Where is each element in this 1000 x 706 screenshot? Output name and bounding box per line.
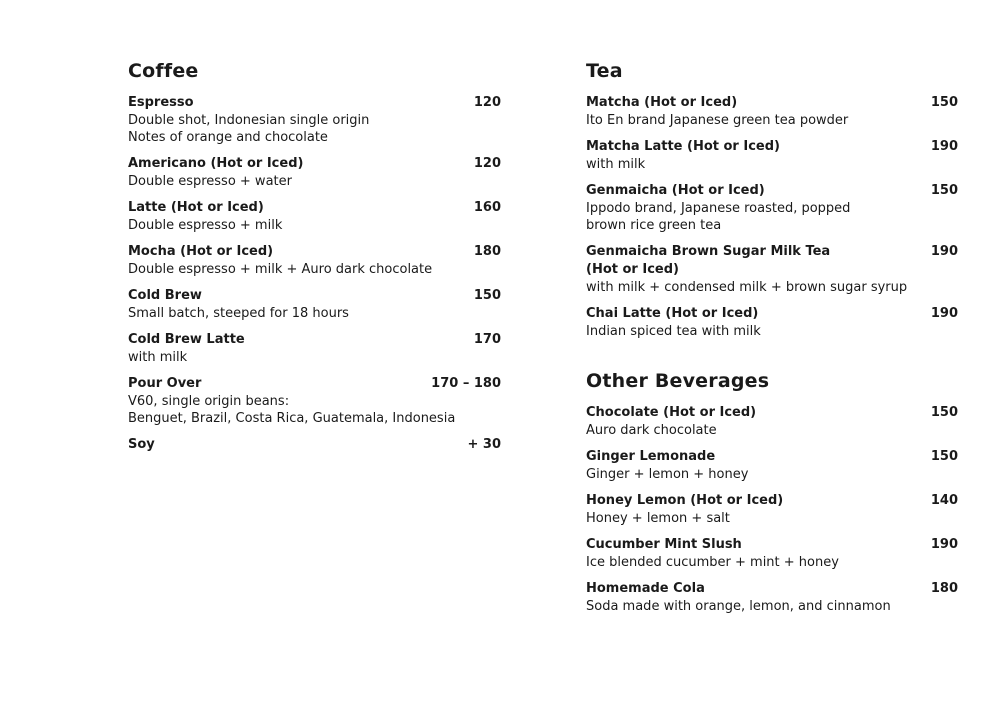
item-price: 190 [930, 306, 958, 321]
item-description: V60, single origin beans: Benguet, Brazil, Costa Rica, Guatemala, Indonesia [128, 394, 456, 426]
menu-item-head [128, 243, 501, 261]
menu-item [586, 243, 958, 296]
item-name: Genmaicha (Hot or Iced) [586, 183, 765, 198]
menu-item-head [586, 580, 958, 598]
item-price: 150 [930, 183, 958, 198]
item-name: Genmaicha Brown Sugar Milk Tea (Hot or Iced) [586, 244, 831, 277]
item-description: Auro dark chocolate [586, 423, 717, 438]
item-description: Soda made with orange, lemon, and cinnamon [586, 599, 891, 614]
item-name: Honey Lemon (Hot or Iced) [586, 493, 784, 508]
menu-item-head [128, 331, 501, 349]
item-price: 120 [473, 95, 501, 110]
tea-section [586, 58, 958, 340]
item-name: Latte (Hot or Iced) [128, 200, 264, 215]
item-price: + 30 [467, 437, 501, 452]
item-name: Cold Brew [128, 288, 202, 303]
item-price: 140 [930, 493, 958, 508]
item-description: Indian spiced tea with milk [586, 324, 761, 339]
item-description: Double espresso + milk [128, 218, 283, 233]
item-price: 180 [473, 244, 501, 259]
menu-item [128, 243, 501, 278]
menu-item [586, 492, 958, 527]
item-name: Ginger Lemonade [586, 449, 716, 464]
menu-item-head [586, 404, 958, 422]
menu-item-head [128, 199, 501, 217]
item-name: Chocolate (Hot or Iced) [586, 405, 757, 420]
menu-item [586, 580, 958, 615]
item-name: Mocha (Hot or Iced) [128, 244, 274, 259]
item-price: 120 [473, 156, 501, 171]
item-description: Double espresso + milk + Auro dark chocolate [128, 262, 433, 277]
item-description: with milk [586, 157, 646, 172]
item-name: Matcha (Hot or Iced) [586, 95, 738, 110]
menu-item-head [586, 448, 958, 466]
menu-item-head [128, 94, 501, 112]
item-name: Cucumber Mint Slush [586, 537, 742, 552]
item-price: 190 [930, 537, 958, 552]
right-column [586, 58, 958, 624]
menu-item-head [128, 287, 501, 305]
menu-item-head [586, 492, 958, 510]
menu-item-head [586, 182, 958, 200]
section-title: Tea [586, 60, 623, 82]
menu-item [128, 436, 501, 454]
menu-item [128, 199, 501, 234]
section-title: Other Beverages [586, 370, 770, 392]
menu-item-head [586, 305, 958, 323]
item-description: with milk [128, 350, 188, 365]
menu-item [586, 448, 958, 483]
menu-item-head [586, 243, 958, 279]
menu-item-head [586, 138, 958, 156]
item-price: 150 [473, 288, 501, 303]
coffee-section [128, 58, 501, 454]
item-description: Double shot, Indonesian single origin Notes of orange and chocolate [128, 113, 370, 145]
item-price: 190 [930, 244, 958, 259]
menu-item-head [586, 94, 958, 112]
section-title: Coffee [128, 60, 199, 82]
item-name: Chai Latte (Hot or Iced) [586, 306, 759, 321]
menu-item [586, 94, 958, 129]
menu-item [586, 305, 958, 340]
item-description: with milk + condensed milk + brown sugar syrup [586, 280, 908, 295]
menu-item [586, 138, 958, 173]
item-price: 150 [930, 405, 958, 420]
item-price: 190 [930, 139, 958, 154]
item-description: Small batch, steeped for 18 hours [128, 306, 349, 321]
item-name: Matcha Latte (Hot or Iced) [586, 139, 780, 154]
item-price: 170 [473, 332, 501, 347]
menu-item [586, 536, 958, 571]
item-description: Ito En brand Japanese green tea powder [586, 113, 849, 128]
menu-item [128, 331, 501, 366]
item-name: Homemade Cola [586, 581, 705, 596]
item-price: 180 [930, 581, 958, 596]
menu-item [128, 94, 501, 146]
item-description: Honey + lemon + salt [586, 511, 730, 526]
item-description: Double espresso + water [128, 174, 292, 189]
item-description: Ippodo brand, Japanese roasted, popped brown rice green tea [586, 201, 851, 233]
item-description: Ice blended cucumber + mint + honey [586, 555, 839, 570]
menu-item [586, 404, 958, 439]
menu-item [128, 287, 501, 322]
menu-item [586, 182, 958, 234]
item-name: Cold Brew Latte [128, 332, 245, 347]
item-price: 150 [930, 449, 958, 464]
menu-item-head [128, 375, 501, 393]
item-name: Soy [128, 437, 155, 452]
other-beverages-section [586, 368, 958, 615]
item-description: Ginger + lemon + honey [586, 467, 749, 482]
item-price: 170 – 180 [431, 376, 501, 391]
item-name: Americano (Hot or Iced) [128, 156, 304, 171]
menu-item [128, 375, 501, 427]
left-column [128, 58, 501, 463]
item-price: 150 [930, 95, 958, 110]
item-name: Espresso [128, 95, 194, 110]
menu-item-head [128, 436, 501, 454]
menu-item-head [586, 536, 958, 554]
item-price: 160 [473, 200, 501, 215]
menu-item [128, 155, 501, 190]
item-name: Pour Over [128, 376, 202, 391]
menu-item-head [128, 155, 501, 173]
